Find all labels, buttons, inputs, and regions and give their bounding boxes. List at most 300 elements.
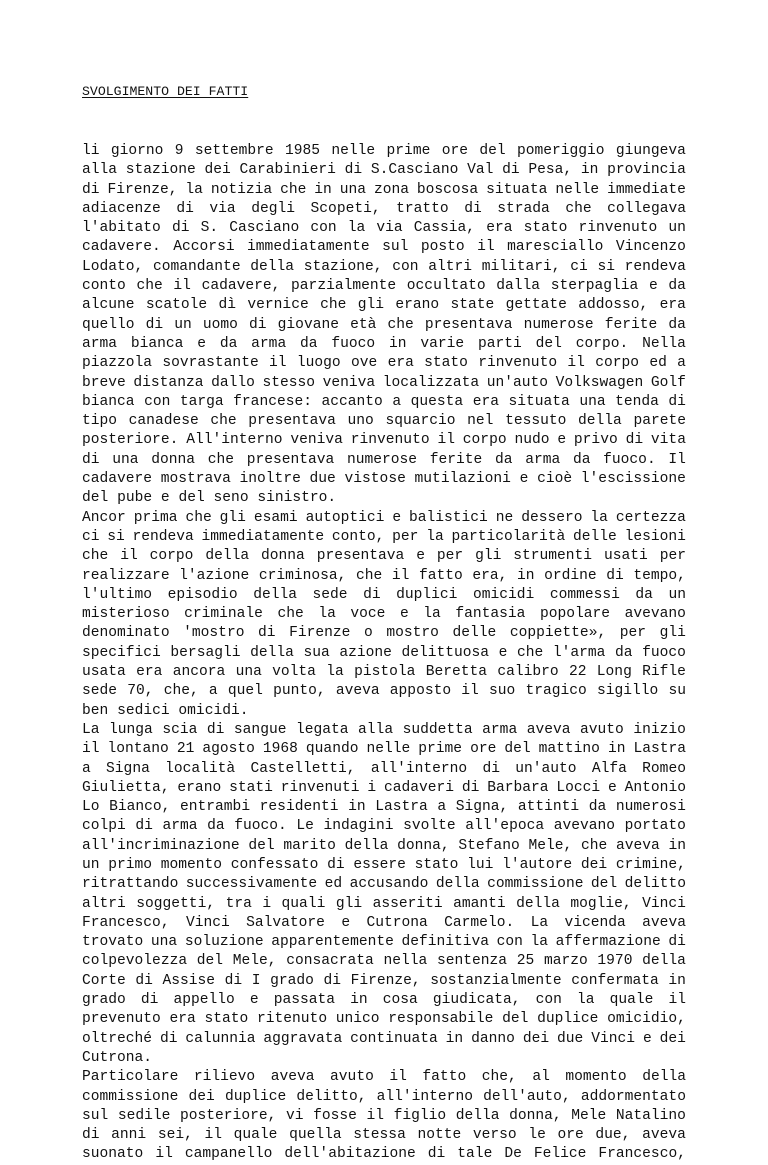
word: di bbox=[206, 721, 225, 738]
word: il bbox=[567, 355, 585, 372]
word: I bbox=[251, 972, 261, 989]
word: cadaveri bbox=[383, 779, 455, 796]
word: del bbox=[82, 490, 109, 507]
word: consacrata bbox=[286, 953, 374, 970]
word: gli bbox=[659, 625, 686, 642]
word: vernice bbox=[247, 297, 309, 314]
word: mostro bbox=[386, 625, 439, 642]
word: donna, bbox=[397, 837, 450, 854]
word: veniva bbox=[322, 374, 376, 391]
word: rinvenuto bbox=[350, 432, 430, 449]
word: collegava bbox=[607, 200, 686, 217]
word: vita bbox=[650, 432, 686, 449]
word: svolte bbox=[403, 818, 456, 835]
word: colpevolezza bbox=[82, 953, 188, 970]
word: apposto bbox=[389, 683, 452, 700]
word: e bbox=[608, 779, 617, 796]
word: rinvenuti bbox=[280, 779, 360, 796]
text-line bbox=[82, 760, 686, 779]
word: dei bbox=[580, 856, 608, 873]
word: aveva bbox=[526, 721, 571, 738]
word: punto, bbox=[273, 683, 326, 700]
word: posteriore. bbox=[82, 432, 179, 449]
word: di bbox=[482, 760, 500, 777]
word: il bbox=[461, 683, 479, 700]
word: a bbox=[82, 760, 91, 777]
word: marito bbox=[283, 837, 336, 854]
word: La bbox=[82, 721, 100, 738]
word: sedile bbox=[117, 1107, 171, 1124]
word: il bbox=[155, 1146, 173, 1163]
word: tempo, bbox=[633, 567, 686, 584]
word: del bbox=[590, 876, 618, 893]
word: ben bbox=[82, 702, 109, 719]
word: confermata bbox=[571, 972, 659, 989]
word: da bbox=[668, 278, 686, 295]
word: Il bbox=[668, 451, 686, 468]
word: a bbox=[392, 393, 402, 410]
word: che bbox=[356, 567, 383, 584]
word: in bbox=[668, 837, 686, 854]
word: del bbox=[248, 837, 275, 854]
word: la bbox=[576, 992, 595, 1009]
word: Romeo bbox=[642, 760, 686, 777]
word: dei bbox=[188, 1088, 215, 1105]
word: sua bbox=[303, 644, 330, 661]
word: Vinci bbox=[185, 914, 230, 931]
word: da bbox=[615, 644, 633, 661]
word: immediatamente bbox=[201, 528, 325, 545]
word: aveva bbox=[270, 1069, 315, 1086]
word: con bbox=[392, 258, 419, 275]
word: addosso, bbox=[578, 297, 649, 314]
word: uomo bbox=[202, 316, 238, 333]
word: a bbox=[208, 683, 218, 700]
word: agosto bbox=[202, 741, 255, 758]
word: era, bbox=[472, 567, 508, 584]
word: attinti bbox=[517, 799, 580, 816]
word: a bbox=[677, 355, 686, 372]
word: ed bbox=[324, 876, 343, 893]
word: arma bbox=[525, 451, 561, 468]
word: fantasia bbox=[455, 606, 526, 623]
word: un'auto bbox=[486, 374, 549, 391]
word: ancora bbox=[172, 664, 226, 681]
word: questa bbox=[410, 393, 464, 410]
word: situata bbox=[508, 393, 570, 410]
word: il bbox=[391, 567, 410, 584]
word: mutilazioni bbox=[414, 471, 511, 488]
word: ore bbox=[470, 741, 497, 758]
word: e bbox=[160, 490, 170, 507]
word: presentava bbox=[246, 451, 335, 468]
word: di bbox=[171, 220, 190, 237]
text-line bbox=[82, 1107, 686, 1126]
word: un bbox=[82, 856, 100, 873]
text-line bbox=[82, 489, 686, 508]
word: della bbox=[455, 1107, 500, 1124]
word: giudicata, bbox=[432, 992, 521, 1009]
word: e bbox=[416, 548, 425, 565]
word: cadavere. bbox=[82, 239, 161, 256]
word: trovato bbox=[82, 934, 144, 951]
word: criminale bbox=[184, 606, 263, 623]
word: verso bbox=[472, 1127, 517, 1144]
word: Val bbox=[467, 162, 494, 179]
word: con bbox=[496, 934, 523, 951]
word: certezza bbox=[615, 509, 686, 526]
word: commissione bbox=[487, 876, 584, 893]
word: che, bbox=[163, 683, 199, 700]
word: Francesco, bbox=[82, 914, 170, 931]
word: per bbox=[436, 548, 464, 565]
word: ferite bbox=[429, 451, 483, 468]
word: presentava bbox=[424, 316, 513, 333]
word: crimine, bbox=[615, 856, 686, 873]
text-line bbox=[82, 181, 686, 200]
word: All'interno bbox=[186, 432, 283, 449]
word: donna, bbox=[509, 1107, 562, 1124]
word: entrambi bbox=[180, 799, 251, 816]
word: nel bbox=[467, 413, 494, 430]
word: una bbox=[579, 393, 606, 410]
word: di bbox=[159, 1030, 178, 1047]
word: dalla bbox=[496, 278, 541, 295]
word: della bbox=[642, 1069, 686, 1086]
word: quello bbox=[82, 316, 135, 333]
word: S.Casciano bbox=[370, 162, 459, 179]
word: tenda bbox=[615, 393, 659, 410]
word: e bbox=[392, 509, 402, 526]
word: gli bbox=[357, 297, 384, 314]
word: di bbox=[461, 779, 480, 796]
word: sede bbox=[82, 683, 118, 700]
word: il bbox=[437, 432, 455, 449]
text-line bbox=[82, 721, 686, 740]
word: sovrastante bbox=[162, 355, 259, 372]
word: all'epoca bbox=[465, 818, 545, 835]
word: Firenze, bbox=[107, 181, 178, 198]
word: 9 bbox=[174, 143, 184, 159]
word: Cutrona. bbox=[82, 1049, 153, 1066]
word: di bbox=[82, 181, 100, 198]
word: particolarità bbox=[451, 528, 566, 545]
word: una bbox=[150, 934, 178, 951]
word: in bbox=[580, 162, 599, 179]
text-line bbox=[82, 258, 686, 277]
word: in bbox=[517, 567, 535, 584]
word: stesso bbox=[262, 374, 316, 391]
word: del bbox=[196, 953, 224, 970]
word: altri bbox=[82, 895, 126, 912]
word: l'escissione bbox=[580, 471, 686, 488]
word: sterpaglia bbox=[550, 278, 639, 295]
word: a bbox=[437, 799, 447, 816]
word: avevano bbox=[624, 606, 686, 623]
word: quel bbox=[227, 683, 263, 700]
word: della bbox=[250, 258, 295, 275]
word: Francesco, bbox=[598, 1146, 686, 1163]
word: di bbox=[82, 451, 100, 468]
word: e bbox=[399, 606, 409, 623]
word: breve bbox=[82, 374, 126, 391]
word: prime bbox=[418, 741, 463, 758]
text-line bbox=[82, 663, 686, 682]
word: in bbox=[389, 335, 407, 352]
word: corpo bbox=[595, 355, 640, 372]
text-line bbox=[82, 856, 686, 875]
text-line bbox=[82, 238, 686, 257]
word: erano bbox=[395, 297, 440, 314]
word: denominato bbox=[82, 625, 170, 642]
word: commessi bbox=[549, 586, 620, 603]
word: in bbox=[668, 972, 686, 989]
word: un bbox=[174, 316, 192, 333]
word: realizzare bbox=[82, 567, 170, 584]
word: pube bbox=[117, 490, 153, 507]
word: via bbox=[376, 220, 403, 237]
word: sostanzialmente bbox=[430, 972, 562, 989]
text-line bbox=[82, 586, 686, 605]
word: che bbox=[517, 644, 544, 661]
word: La bbox=[530, 914, 549, 931]
word: Assise bbox=[162, 972, 216, 989]
word: ritrattando bbox=[82, 876, 179, 893]
word: responsabile bbox=[388, 1011, 494, 1028]
word: indagini bbox=[323, 818, 394, 835]
word: inoltre bbox=[239, 471, 301, 488]
word: via bbox=[209, 200, 236, 217]
word: Lastra bbox=[633, 741, 686, 758]
word: Vincenzo bbox=[615, 239, 686, 256]
word: pomeriggio bbox=[516, 143, 605, 159]
word: bianca bbox=[130, 335, 184, 352]
word: 70, bbox=[127, 683, 154, 700]
word: bianca bbox=[82, 393, 135, 410]
text-line bbox=[82, 393, 686, 412]
text-line bbox=[82, 1068, 686, 1087]
word: continuata bbox=[350, 1030, 438, 1047]
word: giungeva bbox=[615, 143, 686, 159]
word: prime bbox=[386, 143, 431, 159]
word: residenti bbox=[259, 799, 339, 816]
word: della bbox=[642, 953, 686, 970]
word: all'incriminazione bbox=[82, 837, 240, 854]
word: localizzata bbox=[382, 374, 480, 391]
word: ore bbox=[557, 1127, 584, 1144]
word: popolare bbox=[539, 606, 611, 623]
word: sedici bbox=[117, 702, 170, 719]
word: uno bbox=[347, 413, 374, 430]
word: una bbox=[112, 451, 139, 468]
word: primo bbox=[108, 856, 153, 873]
word: immediate bbox=[607, 181, 686, 198]
word: scatole bbox=[145, 297, 208, 314]
text-line bbox=[82, 335, 686, 354]
word: parti bbox=[477, 335, 522, 352]
word: mostrava bbox=[160, 471, 231, 488]
word: prima bbox=[133, 509, 178, 526]
word: nudo bbox=[514, 432, 550, 449]
word: e bbox=[642, 1030, 652, 1047]
word: il bbox=[366, 1107, 384, 1124]
word: marzo bbox=[543, 953, 588, 970]
word: piazzola bbox=[82, 355, 153, 372]
word: da bbox=[207, 818, 225, 835]
word: colpi bbox=[82, 818, 126, 835]
text-line bbox=[82, 817, 686, 836]
word: da bbox=[219, 335, 238, 352]
word: la bbox=[318, 606, 336, 623]
word: provincia bbox=[607, 162, 686, 179]
word: quella bbox=[289, 1127, 342, 1144]
word: unico bbox=[335, 1011, 380, 1028]
word: arma bbox=[82, 335, 118, 352]
word: Pesa, bbox=[528, 162, 573, 179]
word: 1985 bbox=[285, 143, 321, 159]
word: su bbox=[668, 683, 686, 700]
text-line bbox=[82, 1088, 686, 1107]
text-line bbox=[82, 895, 686, 914]
word: e bbox=[648, 278, 658, 295]
word: Carmelo. bbox=[444, 914, 515, 931]
word: tratto bbox=[396, 200, 449, 217]
word: per bbox=[619, 625, 647, 642]
word: strada bbox=[497, 200, 550, 217]
word: occultato bbox=[406, 278, 486, 295]
word: aggravata bbox=[263, 1030, 343, 1047]
word: di bbox=[668, 934, 686, 951]
word: episodio bbox=[167, 586, 238, 603]
word: giorno bbox=[110, 143, 164, 159]
word: che bbox=[320, 297, 347, 314]
text-line bbox=[82, 779, 686, 798]
word: vistose bbox=[344, 471, 406, 488]
text-line bbox=[82, 1145, 686, 1164]
word: un bbox=[668, 220, 686, 237]
word: cadavere, bbox=[201, 278, 281, 295]
word: che, bbox=[481, 1069, 517, 1086]
word: e bbox=[249, 992, 259, 1009]
word: erano bbox=[177, 779, 222, 796]
text-line bbox=[82, 412, 686, 431]
word: autoptici bbox=[305, 509, 385, 526]
word: Giulietta, bbox=[82, 779, 170, 796]
word: numerose bbox=[523, 316, 594, 333]
word: parete bbox=[633, 413, 686, 430]
word: distanza bbox=[133, 374, 204, 391]
word: dei bbox=[522, 1030, 550, 1047]
word: che bbox=[387, 316, 414, 333]
word: Lodato, bbox=[82, 258, 144, 275]
word: i bbox=[262, 895, 272, 912]
word: canadese bbox=[128, 413, 199, 430]
word: 25 bbox=[516, 953, 535, 970]
word: presentava bbox=[316, 548, 405, 565]
word: Alfa bbox=[591, 760, 627, 777]
word: notizia bbox=[210, 181, 273, 198]
word: dell'auto, bbox=[483, 1088, 571, 1105]
word: di bbox=[427, 1146, 446, 1163]
word: ferite bbox=[604, 316, 658, 333]
word: S. bbox=[200, 220, 219, 237]
word: conto bbox=[82, 278, 126, 295]
word: aveva bbox=[335, 683, 380, 700]
word: commissione bbox=[82, 1088, 179, 1105]
word: usata bbox=[82, 664, 126, 681]
word: era bbox=[486, 220, 513, 237]
word: cioè bbox=[537, 471, 573, 488]
word: Beretta bbox=[425, 664, 488, 681]
text-line bbox=[82, 605, 686, 624]
word: alla bbox=[358, 721, 394, 738]
word: grado bbox=[270, 972, 314, 989]
word: lui bbox=[467, 856, 494, 873]
word: era bbox=[136, 664, 163, 681]
word: ci bbox=[82, 528, 100, 545]
word: sul bbox=[382, 239, 409, 256]
word: fuoco bbox=[642, 644, 686, 661]
word: fatto bbox=[418, 567, 463, 584]
word: Barbara bbox=[487, 779, 549, 796]
word: di bbox=[502, 162, 520, 179]
word: avuto bbox=[330, 1069, 374, 1086]
word: altri bbox=[428, 258, 473, 275]
word: della bbox=[516, 895, 560, 912]
word: De bbox=[504, 1146, 522, 1163]
word: Rifle bbox=[642, 664, 686, 681]
word: un bbox=[668, 586, 686, 603]
word: duplice bbox=[537, 1011, 599, 1028]
word: appello bbox=[173, 992, 235, 1009]
word: della bbox=[250, 644, 294, 661]
word: all'interno bbox=[376, 1088, 473, 1105]
word: tipo bbox=[82, 413, 118, 430]
text-line bbox=[82, 451, 686, 470]
word: Ancor bbox=[82, 509, 126, 526]
word: il bbox=[120, 548, 138, 565]
word: figlio bbox=[393, 1107, 447, 1124]
word: sede bbox=[312, 586, 348, 603]
word: di bbox=[344, 162, 363, 179]
word: dei bbox=[659, 1030, 686, 1047]
word: Vinci bbox=[591, 1030, 636, 1047]
word: duplici bbox=[396, 586, 458, 603]
word: del bbox=[178, 490, 205, 507]
word: mattino bbox=[538, 741, 600, 758]
word: omicidio, bbox=[607, 1011, 686, 1028]
text-line bbox=[82, 431, 686, 450]
word: scia bbox=[162, 721, 198, 738]
text-line bbox=[82, 1010, 686, 1029]
word: numerose bbox=[346, 451, 418, 468]
word: e bbox=[519, 471, 529, 488]
word: varie bbox=[420, 335, 465, 352]
word: Mele, bbox=[232, 953, 277, 970]
word: quale bbox=[609, 992, 654, 1009]
word: il bbox=[173, 278, 191, 295]
word: si bbox=[107, 528, 125, 545]
word: in bbox=[348, 799, 366, 816]
word: del bbox=[502, 1011, 529, 1028]
word: ed bbox=[649, 355, 667, 372]
word: donna bbox=[261, 548, 305, 565]
word: del bbox=[535, 335, 562, 352]
word: lunga bbox=[109, 721, 153, 738]
word: inizio bbox=[633, 721, 686, 738]
word: volta bbox=[272, 664, 316, 681]
word: sei, bbox=[157, 1127, 193, 1144]
